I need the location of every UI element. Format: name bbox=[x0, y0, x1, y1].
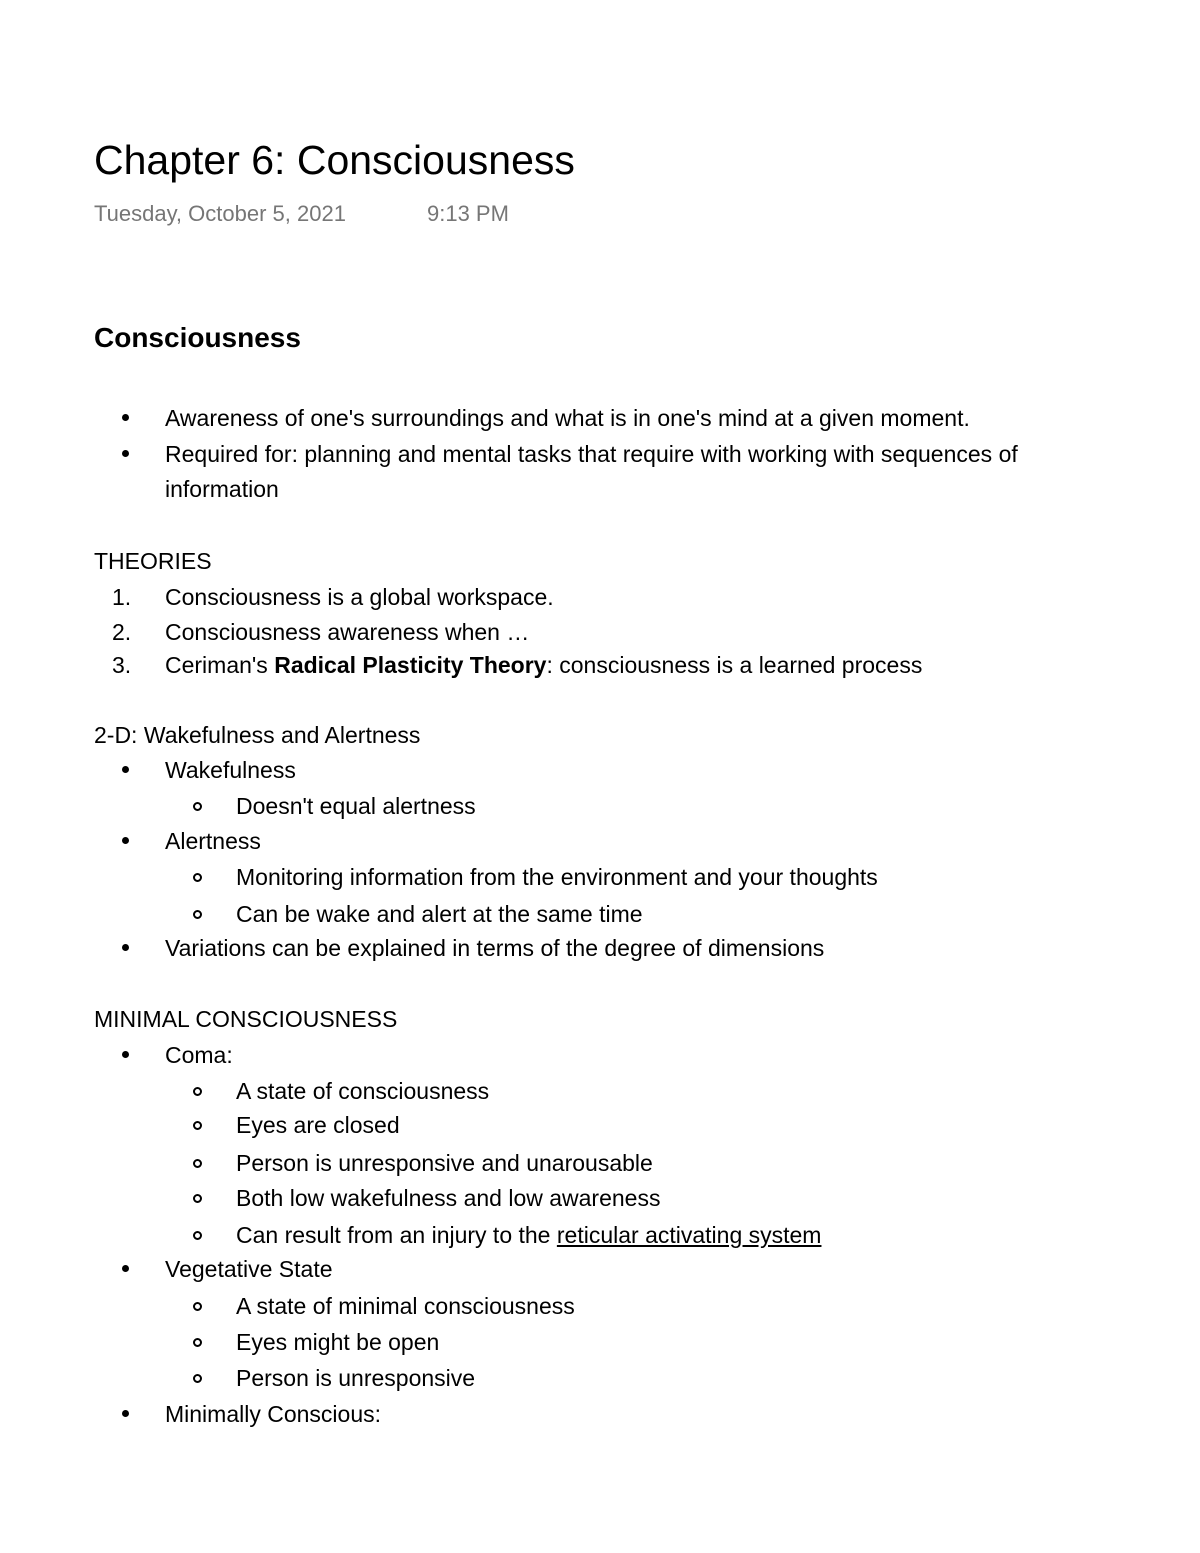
sub-bullet-marker bbox=[191, 1291, 203, 1321]
bullet-marker bbox=[120, 1254, 130, 1284]
bullet-marker bbox=[120, 755, 130, 785]
text-run: Can result from an injury to the bbox=[236, 1222, 557, 1248]
bullet-marker bbox=[120, 826, 130, 856]
sub-bullet-marker bbox=[191, 862, 203, 892]
list-item: Coma: bbox=[165, 1042, 233, 1068]
page-time: 9:13 PM bbox=[427, 201, 509, 226]
section-label-minimal: MINIMAL CONSCIOUSNESS bbox=[94, 1006, 398, 1032]
sub-bullet-marker bbox=[191, 1327, 203, 1357]
section-label-wakefulness: 2-D: Wakefulness and Alertness bbox=[94, 722, 421, 748]
list-number: 2. bbox=[112, 619, 132, 645]
list-item: Required for: planning and mental tasks that require with working with sequences of bbox=[165, 441, 1018, 467]
section-label-theories: THEORIES bbox=[94, 548, 212, 574]
list-item: Variations can be explained in terms of the degree of dimensions bbox=[165, 935, 825, 961]
list-number: 3. bbox=[112, 652, 132, 678]
bullet-marker bbox=[120, 439, 130, 469]
list-item-continuation: information bbox=[165, 476, 279, 502]
list-item: Consciousness awareness when … bbox=[165, 619, 530, 645]
list-item bbox=[165, 650, 922, 680]
section-heading-consciousness: Consciousness bbox=[94, 322, 301, 353]
list-item: Alertness bbox=[165, 828, 261, 854]
sub-list-item: Both low wakefulness and low awareness bbox=[236, 1185, 661, 1211]
sub-list-item bbox=[236, 1220, 821, 1250]
underlined-term: reticular activating system bbox=[556, 1222, 822, 1248]
sub-list-item: Eyes might be open bbox=[236, 1329, 440, 1355]
sub-bullet-marker bbox=[191, 899, 203, 929]
list-item: Minimally Conscious: bbox=[165, 1401, 382, 1427]
sub-list-item: Can be wake and alert at the same time bbox=[236, 901, 643, 927]
bullet-marker bbox=[120, 403, 130, 433]
list-item: Consciousness is a global workspace. bbox=[165, 584, 554, 610]
sub-bullet-marker bbox=[191, 1183, 203, 1213]
bullet-marker bbox=[120, 933, 130, 963]
text-run: : consciousness is a learned process bbox=[546, 652, 923, 678]
sub-list-item: A state of minimal consciousness bbox=[236, 1293, 575, 1319]
sub-list-item: Person is unresponsive bbox=[236, 1365, 476, 1391]
page-date: Tuesday, October 5, 2021 bbox=[94, 201, 346, 226]
sub-bullet-marker bbox=[191, 1076, 203, 1106]
sub-bullet-marker bbox=[191, 1148, 203, 1178]
page-title: Chapter 6: Consciousness bbox=[94, 137, 575, 183]
sub-bullet-marker bbox=[191, 1363, 203, 1393]
list-item: Vegetative State bbox=[165, 1256, 333, 1282]
sub-bullet-marker bbox=[191, 1110, 203, 1140]
sub-list-item: Person is unresponsive and unarousable bbox=[236, 1150, 653, 1176]
text-run: Ceriman's bbox=[165, 652, 275, 678]
bold-term: Radical Plasticity Theory bbox=[274, 652, 547, 678]
list-number: 1. bbox=[112, 584, 132, 610]
sub-bullet-marker bbox=[191, 1220, 203, 1250]
list-item: Awareness of one's surroundings and what is in one's mind at a given moment. bbox=[165, 405, 970, 431]
sub-bullet-marker bbox=[191, 791, 203, 821]
sub-list-item: A state of consciousness bbox=[236, 1078, 490, 1104]
sub-list-item: Monitoring information from the environment and your thoughts bbox=[236, 864, 878, 890]
sub-list-item: Doesn't equal alertness bbox=[236, 793, 476, 819]
list-item: Wakefulness bbox=[165, 757, 296, 783]
bullet-marker bbox=[120, 1399, 130, 1429]
sub-list-item: Eyes are closed bbox=[236, 1112, 400, 1138]
bullet-marker bbox=[120, 1040, 130, 1070]
